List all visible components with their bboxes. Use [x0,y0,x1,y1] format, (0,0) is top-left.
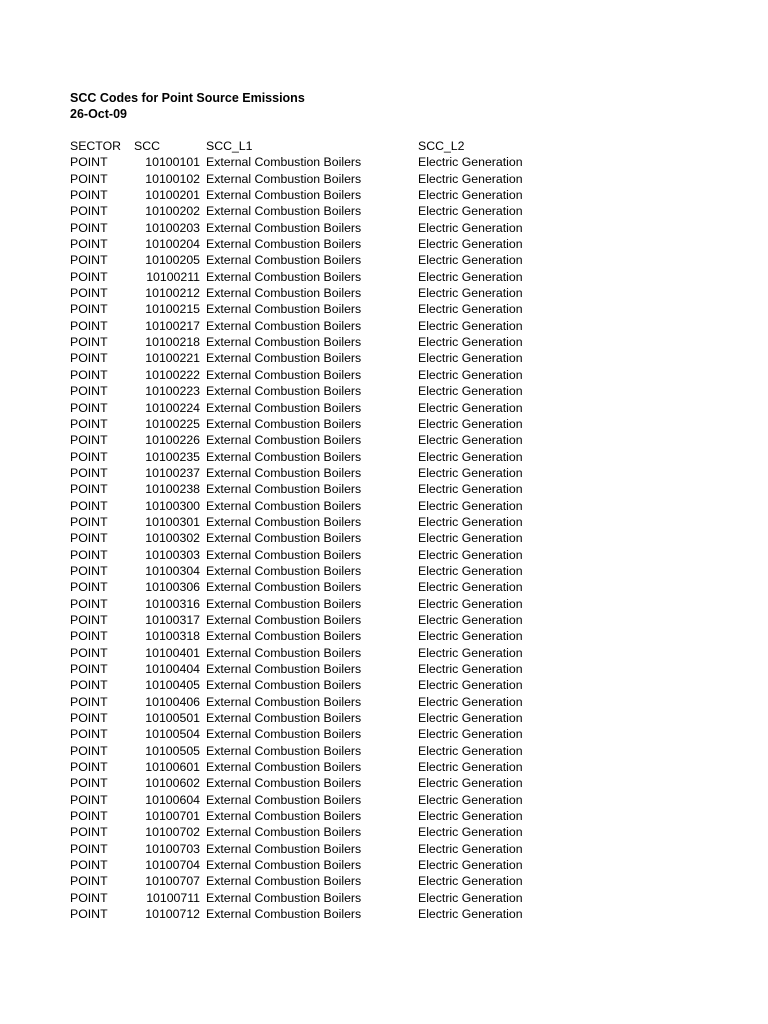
cell-scc-l1: External Combustion Boilers [206,335,362,350]
cell-scc-l1: External Combustion Boilers [206,286,362,301]
cell-scc-l1: External Combustion Boilers [206,760,362,775]
cell-scc: 10100224 [145,400,200,415]
cell-sector: POINT [70,841,108,856]
table-row [70,236,730,252]
cell-scc-l2: Electric Generation [418,727,523,742]
cell-scc-l2: Electric Generation [418,286,523,301]
cell-scc-l1: External Combustion Boilers [206,874,362,889]
cell-scc-l1: External Combustion Boilers [206,694,362,709]
table-row [70,808,730,824]
table-row [70,873,730,889]
header-scc-l1: SCC_L1 [206,139,253,153]
table-row [70,416,730,432]
cell-scc: 10100604 [145,792,200,807]
cell-sector: POINT [70,400,108,415]
cell-scc: 10100704 [145,858,200,873]
cell-scc: 10100406 [145,694,200,709]
cell-scc-l2: Electric Generation [418,269,523,284]
cell-scc-l1: External Combustion Boilers [206,727,362,742]
cell-sector: POINT [70,318,108,333]
cell-scc: 10100306 [145,580,200,595]
cell-scc: 10100204 [145,237,200,252]
cell-scc-l1: External Combustion Boilers [206,809,362,824]
cell-scc-l2: Electric Generation [418,907,523,922]
cell-scc-l1: External Combustion Boilers [206,400,362,415]
table-row [70,203,730,219]
table-row [70,481,730,497]
cell-scc: 10100102 [145,171,200,186]
cell-scc-l2: Electric Generation [418,171,523,186]
cell-scc-l2: Electric Generation [418,743,523,758]
table-row [70,710,730,726]
table-row [70,726,730,742]
cell-scc-l1: External Combustion Boilers [206,841,362,856]
table-row [70,661,730,677]
cell-scc: 10100225 [145,416,200,431]
cell-scc-l2: Electric Generation [418,629,523,644]
cell-scc-l1: External Combustion Boilers [206,237,362,252]
cell-scc-l2: Electric Generation [418,792,523,807]
cell-scc-l1: External Combustion Boilers [206,498,362,513]
cell-scc-l1: External Combustion Boilers [206,514,362,529]
cell-sector: POINT [70,367,108,382]
cell-scc-l2: Electric Generation [418,694,523,709]
cell-scc-l1: External Combustion Boilers [206,351,362,366]
cell-sector: POINT [70,776,108,791]
cell-scc: 10100222 [145,367,200,382]
cell-sector: POINT [70,188,108,203]
cell-scc-l2: Electric Generation [418,612,523,627]
cell-sector: POINT [70,286,108,301]
cell-scc-l1: External Combustion Boilers [206,433,362,448]
cell-scc-l1: External Combustion Boilers [206,612,362,627]
cell-scc: 10100405 [145,678,200,693]
cell-scc-l2: Electric Generation [418,580,523,595]
cell-scc-l2: Electric Generation [418,449,523,464]
cell-sector: POINT [70,907,108,922]
cell-scc: 10100702 [145,825,200,840]
cell-sector: POINT [70,433,108,448]
table-row [70,334,730,350]
cell-scc: 10100504 [145,727,200,742]
cell-scc: 10100601 [145,760,200,775]
cell-scc-l1: External Combustion Boilers [206,482,362,497]
cell-sector: POINT [70,743,108,758]
cell-scc-l1: External Combustion Boilers [206,416,362,431]
cell-scc: 10100226 [145,433,200,448]
cell-scc-l1: External Combustion Boilers [206,678,362,693]
cell-sector: POINT [70,760,108,775]
cell-scc-l1: External Combustion Boilers [206,188,362,203]
cell-sector: POINT [70,547,108,562]
cell-scc-l1: External Combustion Boilers [206,825,362,840]
table-row [70,612,730,628]
table-row [70,596,730,612]
cell-scc-l2: Electric Generation [418,204,523,219]
cell-scc: 10100202 [145,204,200,219]
cell-sector: POINT [70,563,108,578]
cell-scc-l2: Electric Generation [418,220,523,235]
table-row [70,285,730,301]
cell-scc-l1: External Combustion Boilers [206,776,362,791]
cell-scc-l2: Electric Generation [418,514,523,529]
cell-scc-l2: Electric Generation [418,678,523,693]
document-page [70,90,730,923]
cell-scc: 10100302 [145,531,200,546]
table-row [70,841,730,857]
cell-scc-l1: External Combustion Boilers [206,269,362,284]
table-header-row [70,138,730,154]
cell-sector: POINT [70,825,108,840]
cell-scc-l2: Electric Generation [418,547,523,562]
cell-sector: POINT [70,629,108,644]
table-row [70,318,730,334]
cell-scc: 10100101 [145,155,200,170]
cell-scc: 10100223 [145,384,200,399]
table-row [70,171,730,187]
cell-scc-l1: External Combustion Boilers [206,204,362,219]
cell-scc: 10100201 [145,188,200,203]
cell-sector: POINT [70,465,108,480]
table-row [70,465,730,481]
cell-scc-l2: Electric Generation [418,416,523,431]
cell-scc-l1: External Combustion Boilers [206,743,362,758]
table-row [70,645,730,661]
cell-scc: 10100701 [145,809,200,824]
cell-scc-l1: External Combustion Boilers [206,711,362,726]
header-scc-l2: SCC_L2 [418,139,465,153]
cell-scc: 10100711 [146,890,200,905]
cell-sector: POINT [70,596,108,611]
cell-scc-l2: Electric Generation [418,433,523,448]
cell-scc-l1: External Combustion Boilers [206,220,362,235]
cell-sector: POINT [70,155,108,170]
cell-scc: 10100215 [145,302,200,317]
cell-scc-l1: External Combustion Boilers [206,253,362,268]
cell-sector: POINT [70,792,108,807]
cell-sector: POINT [70,302,108,317]
cell-sector: POINT [70,171,108,186]
table-row [70,367,730,383]
cell-scc-l1: External Combustion Boilers [206,367,362,382]
cell-scc-l2: Electric Generation [418,367,523,382]
cell-scc-l2: Electric Generation [418,188,523,203]
cell-sector: POINT [70,874,108,889]
table-row [70,252,730,268]
cell-scc: 10100211 [146,269,200,284]
document-date: 26-Oct-09 [70,107,127,121]
cell-scc-l1: External Combustion Boilers [206,547,362,562]
table-row [70,432,730,448]
cell-sector: POINT [70,498,108,513]
cell-scc-l1: External Combustion Boilers [206,629,362,644]
cell-scc: 10100317 [145,612,200,627]
table-row [70,449,730,465]
cell-scc-l2: Electric Generation [418,302,523,317]
cell-sector: POINT [70,416,108,431]
cell-scc-l2: Electric Generation [418,874,523,889]
table-row [70,775,730,791]
header-scc: SCC [134,139,160,153]
cell-scc-l2: Electric Generation [418,335,523,350]
table-row [70,890,730,906]
table-row [70,350,730,366]
cell-scc: 10100218 [145,335,200,350]
cell-scc: 10100221 [145,351,200,366]
cell-sector: POINT [70,645,108,660]
cell-scc-l2: Electric Generation [418,563,523,578]
cell-scc-l2: Electric Generation [418,645,523,660]
cell-sector: POINT [70,384,108,399]
table-row [70,792,730,808]
cell-scc-l2: Electric Generation [418,662,523,676]
cell-scc: 10100602 [145,776,200,791]
cell-scc-l2: Electric Generation [418,384,523,399]
cell-sector: POINT [70,482,108,497]
cell-scc-l1: External Combustion Boilers [206,907,362,922]
cell-sector: POINT [70,204,108,219]
cell-sector: POINT [70,220,108,235]
cell-scc-l1: External Combustion Boilers [206,384,362,399]
cell-scc: 10100318 [145,629,200,644]
cell-scc-l1: External Combustion Boilers [206,171,362,186]
cell-scc-l2: Electric Generation [418,596,523,611]
table-row [70,906,730,922]
cell-scc: 10100212 [145,286,200,301]
table-row [70,514,730,530]
cell-scc-l1: External Combustion Boilers [206,792,362,807]
cell-scc-l2: Electric Generation [418,253,523,268]
cell-scc-l2: Electric Generation [418,760,523,775]
table-row [70,383,730,399]
table-body [70,154,730,922]
cell-scc-l1: External Combustion Boilers [206,563,362,578]
cell-scc: 10100300 [145,498,200,513]
cell-scc-l2: Electric Generation [418,841,523,856]
header-sector: SECTOR [70,139,122,153]
cell-sector: POINT [70,662,108,676]
table-row [70,824,730,840]
table-row [70,400,730,416]
cell-sector: POINT [70,253,108,268]
cell-scc-l2: Electric Generation [418,155,523,170]
cell-sector: POINT [70,269,108,284]
cell-scc-l1: External Combustion Boilers [206,645,362,660]
cell-sector: POINT [70,711,108,726]
cell-sector: POINT [70,449,108,464]
cell-scc-l1: External Combustion Boilers [206,858,362,873]
cell-scc: 10100217 [145,318,200,333]
table-row [70,579,730,595]
cell-scc-l2: Electric Generation [418,351,523,366]
cell-scc-l1: External Combustion Boilers [206,449,362,464]
cell-scc-l2: Electric Generation [418,809,523,824]
cell-scc-l2: Electric Generation [418,318,523,333]
cell-scc: 10100316 [145,596,200,611]
cell-scc: 10100205 [145,253,200,268]
table-row [70,301,730,317]
cell-scc: 10100404 [145,662,200,676]
cell-scc: 10100401 [145,645,200,660]
cell-scc: 10100707 [145,874,200,889]
cell-scc: 10100304 [145,563,200,578]
table-row [70,759,730,775]
table-row [70,677,730,693]
cell-scc-l1: External Combustion Boilers [206,580,362,595]
cell-scc: 10100203 [145,220,200,235]
cell-sector: POINT [70,694,108,709]
cell-scc-l1: External Combustion Boilers [206,155,362,170]
cell-scc-l1: External Combustion Boilers [206,596,362,611]
cell-sector: POINT [70,612,108,627]
cell-sector: POINT [70,237,108,252]
cell-scc: 10100505 [145,743,200,758]
table-row [70,563,730,579]
cell-scc-l1: External Combustion Boilers [206,890,362,905]
cell-scc: 10100238 [145,482,200,497]
document-title: SCC Codes for Point Source Emissions [70,91,305,105]
cell-scc-l2: Electric Generation [418,400,523,415]
cell-scc: 10100301 [145,514,200,529]
table-row [70,743,730,759]
table-row [70,628,730,644]
cell-scc-l2: Electric Generation [418,825,523,840]
cell-scc-l2: Electric Generation [418,890,523,905]
cell-sector: POINT [70,809,108,824]
cell-scc-l2: Electric Generation [418,858,523,873]
cell-scc: 10100235 [145,449,200,464]
cell-scc-l2: Electric Generation [418,482,523,497]
cell-scc-l2: Electric Generation [418,237,523,252]
table-row [70,154,730,170]
cell-scc-l2: Electric Generation [418,465,523,480]
cell-scc: 10100303 [145,547,200,562]
cell-scc-l1: External Combustion Boilers [206,318,362,333]
cell-sector: POINT [70,858,108,873]
cell-sector: POINT [70,890,108,905]
cell-scc-l1: External Combustion Boilers [206,662,362,676]
cell-scc-l1: External Combustion Boilers [206,465,362,480]
table-row [70,857,730,873]
cell-scc-l2: Electric Generation [418,711,523,726]
cell-scc-l2: Electric Generation [418,498,523,513]
table-row [70,269,730,285]
cell-scc-l1: External Combustion Boilers [206,302,362,317]
cell-scc: 10100712 [145,907,200,922]
cell-scc-l1: External Combustion Boilers [206,531,362,546]
cell-sector: POINT [70,580,108,595]
cell-scc: 10100237 [145,465,200,480]
cell-sector: POINT [70,678,108,693]
cell-scc: 10100703 [145,841,200,856]
cell-sector: POINT [70,351,108,366]
table-row [70,187,730,203]
cell-sector: POINT [70,531,108,546]
cell-scc-l2: Electric Generation [418,776,523,791]
cell-sector: POINT [70,727,108,742]
cell-scc: 10100501 [145,711,200,726]
table-row [70,220,730,236]
cell-sector: POINT [70,335,108,350]
table-row [70,498,730,514]
cell-sector: POINT [70,514,108,529]
table-row [70,530,730,546]
table-row [70,694,730,710]
table-row [70,547,730,563]
cell-scc-l2: Electric Generation [418,531,523,546]
